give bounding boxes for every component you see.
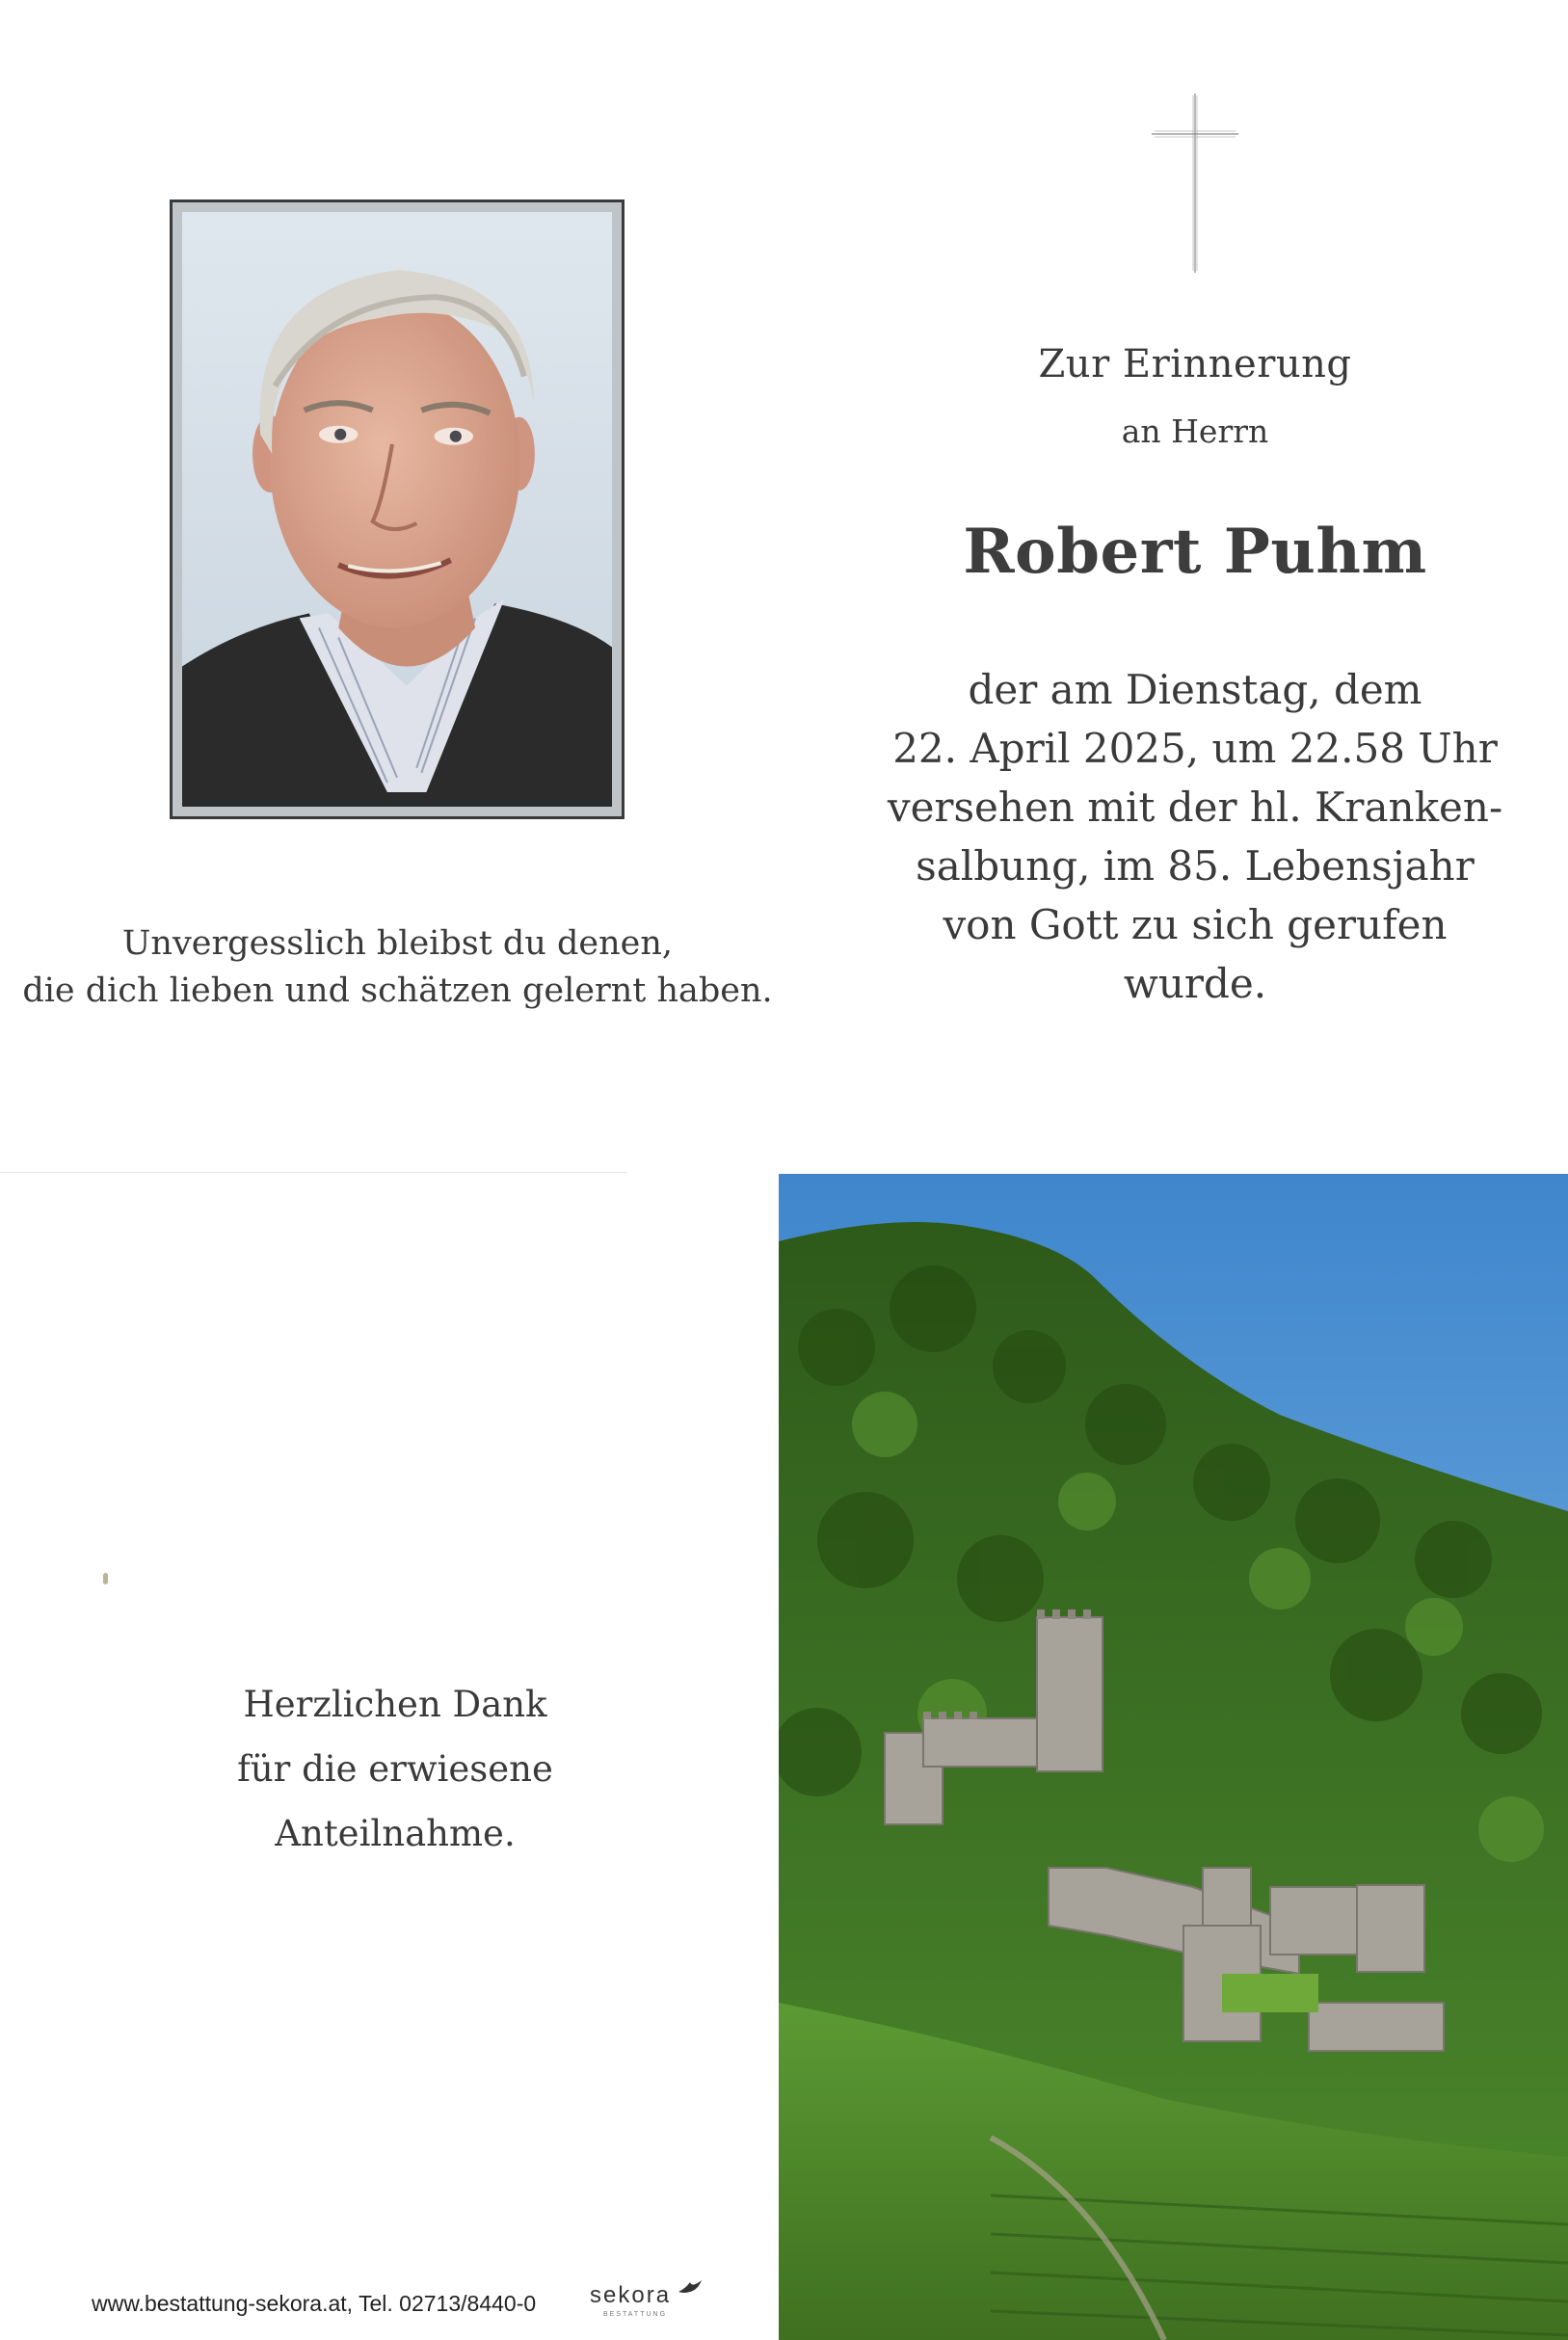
fold-line — [0, 1172, 626, 1173]
death-notice — [867, 660, 1523, 1013]
death-notice-line: der am Dienstag, dem — [968, 666, 1422, 713]
sekora-logo — [590, 2278, 705, 2325]
logo-subtitle: BESTATTUNG — [603, 2311, 668, 2318]
portrait-photo — [182, 212, 612, 807]
thanks-line: Herzlichen Dank — [243, 1684, 547, 1725]
cross-icon — [1147, 92, 1243, 275]
paper-speck — [103, 1573, 108, 1584]
thanks-line: für die erwiesene — [237, 1748, 553, 1790]
quote-line: die dich lieben und schätzen gelernt haben. — [22, 971, 773, 1010]
death-notice-line: salbung, im 85. Lebensjahr — [916, 842, 1475, 890]
thanks-message — [145, 1672, 646, 1866]
thanks-line: Anteilnahme. — [275, 1813, 516, 1854]
quote — [19, 920, 776, 1015]
bird-icon — [677, 2278, 704, 2298]
death-notice-line: von Gott zu sich gerufen — [943, 901, 1448, 948]
castle-ruin-landscape — [779, 1174, 1568, 2340]
portrait-frame — [170, 199, 625, 819]
quote-line: Unvergesslich bleibst du denen, — [121, 924, 674, 963]
death-notice-line: versehen mit der hl. Kranken- — [887, 784, 1503, 831]
deceased-name: Robert Puhm — [963, 516, 1427, 588]
salutation: an Herrn — [1121, 412, 1269, 450]
memory-heading: Zur Erinnerung — [1038, 342, 1352, 386]
death-notice-line: wurde. — [1123, 960, 1267, 1007]
logo-name: sekora — [590, 2282, 672, 2308]
death-notice-line: 22. April 2025, um 22.58 Uhr — [892, 725, 1498, 772]
footer-contact: www.bestattung-sekora.at, Tel. 02713/8440-0 — [92, 2291, 537, 2316]
